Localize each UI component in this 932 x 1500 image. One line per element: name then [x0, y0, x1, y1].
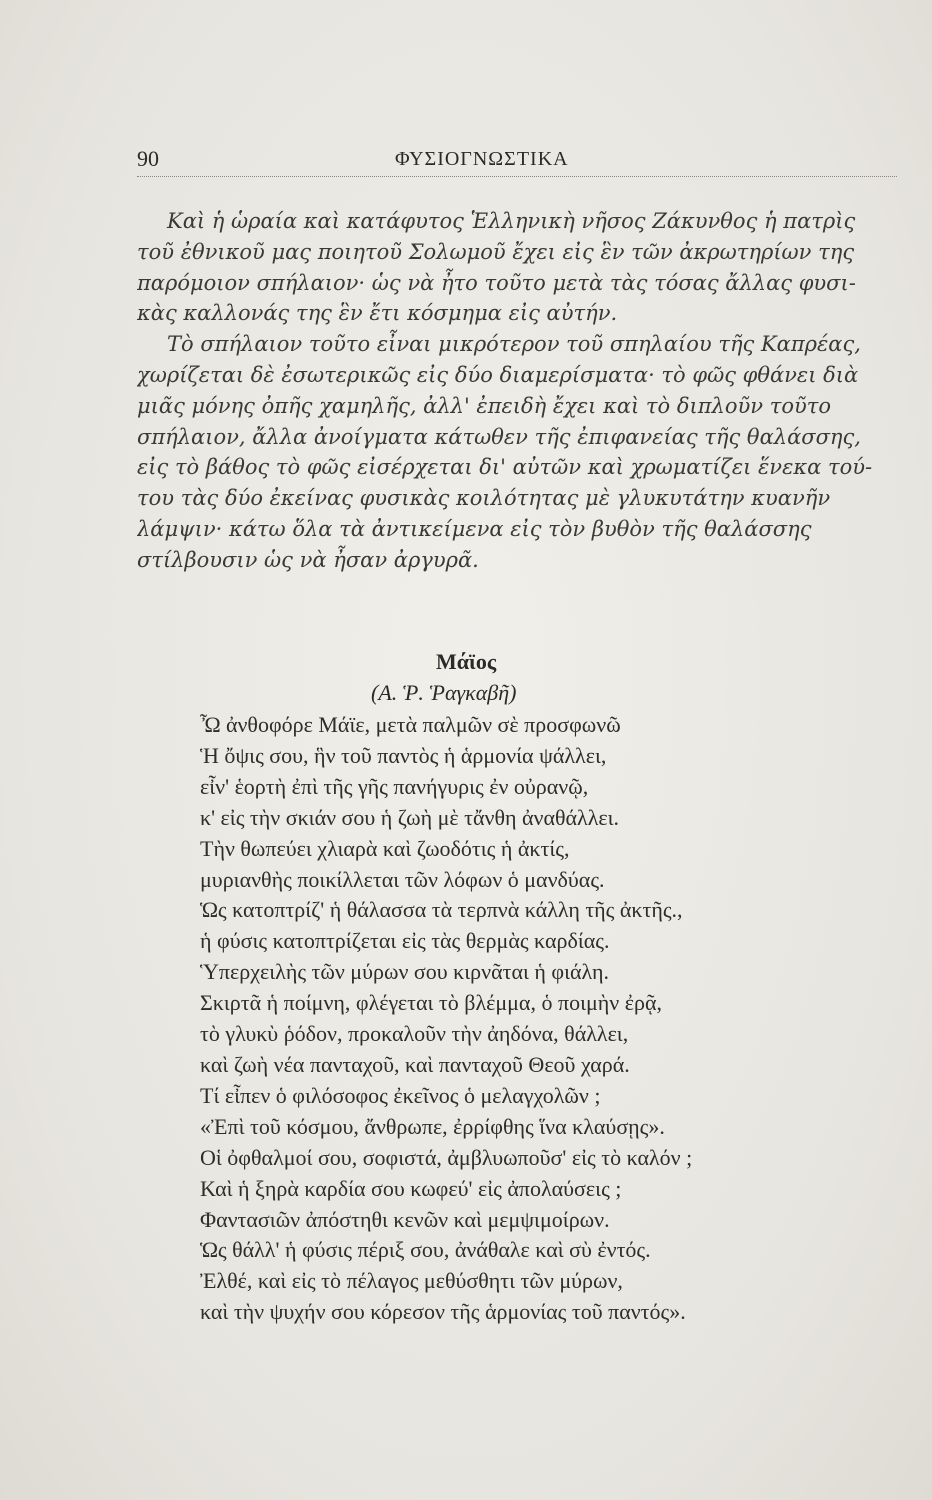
prose-line: παρόμοιον σπήλαιον· ὡς νὰ ἦτο τοῦτο μετὰ τὰς τόσας ἄλλας φυσι-: [137, 270, 856, 295]
page-header: [137, 140, 897, 177]
poem-verse: Ἐλθέ, καὶ εἰς τὸ πέλαγος μεθύσθητι τῶν μύρων,: [200, 1268, 623, 1294]
poem-verse: Καὶ ἡ ξηρὰ καρδία σου κωφεύ' εἰς ἀπολαύσεις ;: [200, 1175, 622, 1201]
poem-verse: μυριανθὴς ποικίλλεται τῶν λόφων ὁ μανδύας.: [200, 866, 605, 892]
poem-verse: Ὦ ἀνθοφόρε Μάϊε, μετὰ παλμῶν σὲ προσφωνῶ: [200, 712, 621, 737]
running-title: ΦΥΣΙΟΓΝΩΣΤΙΚΑ: [395, 148, 569, 170]
poem-verse: εἶν' ἑορτὴ ἐπὶ τῆς γῆς πανήγυρις ἐν οὐρανῷ,: [200, 773, 589, 799]
poem-verse: Φαντασιῶν ἀπόστηθι κενῶν καὶ μεμψιμοίρων.: [200, 1206, 610, 1232]
prose-line: μιᾶς μόνης ὀπῆς χαμηλῆς, ἀλλ' ἐπειδὴ ἔχει καὶ τὸ διπλοῦν τοῦτο: [137, 393, 831, 418]
poem-verse: Ὡς κατοπτρίζ' ἡ θάλασσα τὰ τερπνὰ κάλλη τῆς ἀκτῆς.,: [200, 897, 683, 923]
poem-verse: Οἱ ὀφθαλμοί σου, σοφιστά, ἀμβλυωποῦσ' εἰς τὸ καλόν ;: [200, 1144, 693, 1170]
prose-line: Καὶ ἡ ὡραία καὶ κατάφυτος Ἑλληνικὴ νῆσος Ζάκυνθος ἡ πατρὶς: [167, 209, 856, 233]
poem-body: [200, 710, 912, 1328]
poem-verse: Ὡς θάλλ' ἡ φύσις πέριξ σου, ἀνάθαλε καὶ σὺ ἐντός.: [200, 1237, 651, 1263]
prose-paragraphs: [137, 206, 909, 576]
poem-verse: τὸ γλυκὺ ῥόδον, προκαλοῦν τὴν ἀηδόνα, θάλλει,: [200, 1021, 629, 1047]
page-number: 90: [137, 146, 159, 171]
poem-title: Μάϊος: [436, 649, 497, 674]
poem-verse: Ἡ ὄψις σου, ἣν τοῦ παντὸς ἡ ἁρμονία ψάλλει,: [200, 742, 607, 768]
poem-verse: καὶ τὴν ψυχήν σου κόρεσον τῆς ἁρμονίας τοῦ παντός».: [200, 1299, 686, 1325]
poem-verse: «Ἐπὶ τοῦ κόσμου, ἄνθρωπε, ἐρρίφθης ἵνα κλαύσῃς».: [200, 1113, 665, 1139]
prose-line: εἰς τὸ βάθος τὸ φῶς εἰσέρχεται δι' αὐτῶν καὶ χρωματίζει ἕνεκα τού-: [137, 455, 873, 480]
prose-line: στίλβουσιν ὡς νὰ ἦσαν ἀργυρᾶ.: [137, 547, 479, 572]
prose-line: λάμψιν· κάτω ὅλα τὰ ἀντικείμενα εἰς τὸν βυθὸν τῆς θαλάσσης: [137, 516, 812, 541]
poem-verse: Τὴν θωπεύει χλιαρὰ καὶ ζωοδότις ἡ ἀκτίς,: [200, 835, 570, 861]
poem-verse: καὶ ζωὴ νέα πανταχοῦ, καὶ πανταχοῦ Θεοῦ χαρά.: [200, 1051, 630, 1077]
prose-line: χωρίζεται δὲ ἐσωτερικῶς εἰς δύο διαμερίσματα· τὸ φῶς φθάνει διὰ: [137, 362, 859, 387]
poem-verse: κ' εἰς τὴν σκιάν σου ἡ ζωὴ μὲ τἄνθη ἀναθάλλει.: [200, 804, 620, 830]
prose-line: Τὸ σπήλαιον τοῦτο εἶναι μικρότερον τοῦ σπηλαίου τῆς Καπρέας,: [167, 332, 861, 357]
poem-verse: Τί εἶπεν ὁ φιλόσοφος ἐκεῖνος ὁ μελαγχολῶν ;: [200, 1082, 601, 1108]
prose-line: τοῦ ἐθνικοῦ μας ποιητοῦ Σολωμοῦ ἔχει εἰς ἓν τῶν ἀκρωτηρίων της: [137, 239, 855, 264]
prose-line: κὰς καλλονάς της ἓν ἔτι κόσμημα εἰς αὐτήν.: [137, 301, 618, 326]
poem-verse: Σκιρτᾶ ἡ ποίμνη, φλέγεται τὸ βλέμμα, ὁ ποιμὴν ἐρᾷ,: [200, 990, 662, 1016]
poem-verse: ἡ φύσις κατοπτρίζεται εἰς τὰς θερμὰς καρδίας.: [200, 928, 610, 954]
poem-author: (Α. Ῥ. Ῥαγκαβῆ): [371, 680, 517, 705]
prose-line: σπήλαιον, ἄλλα ἀνοίγματα κάτωθεν τῆς ἐπιφανείας τῆς θαλάσσης,: [137, 424, 861, 449]
prose-line: του τὰς δύο ἐκείνας φυσικὰς κοιλότητας μὲ γλυκυτάτην κυανῆν: [137, 486, 831, 511]
poem-verse: Ὑπερχειλὴς τῶν μύρων σου κιρνᾶται ἡ φιάλη.: [200, 959, 610, 985]
